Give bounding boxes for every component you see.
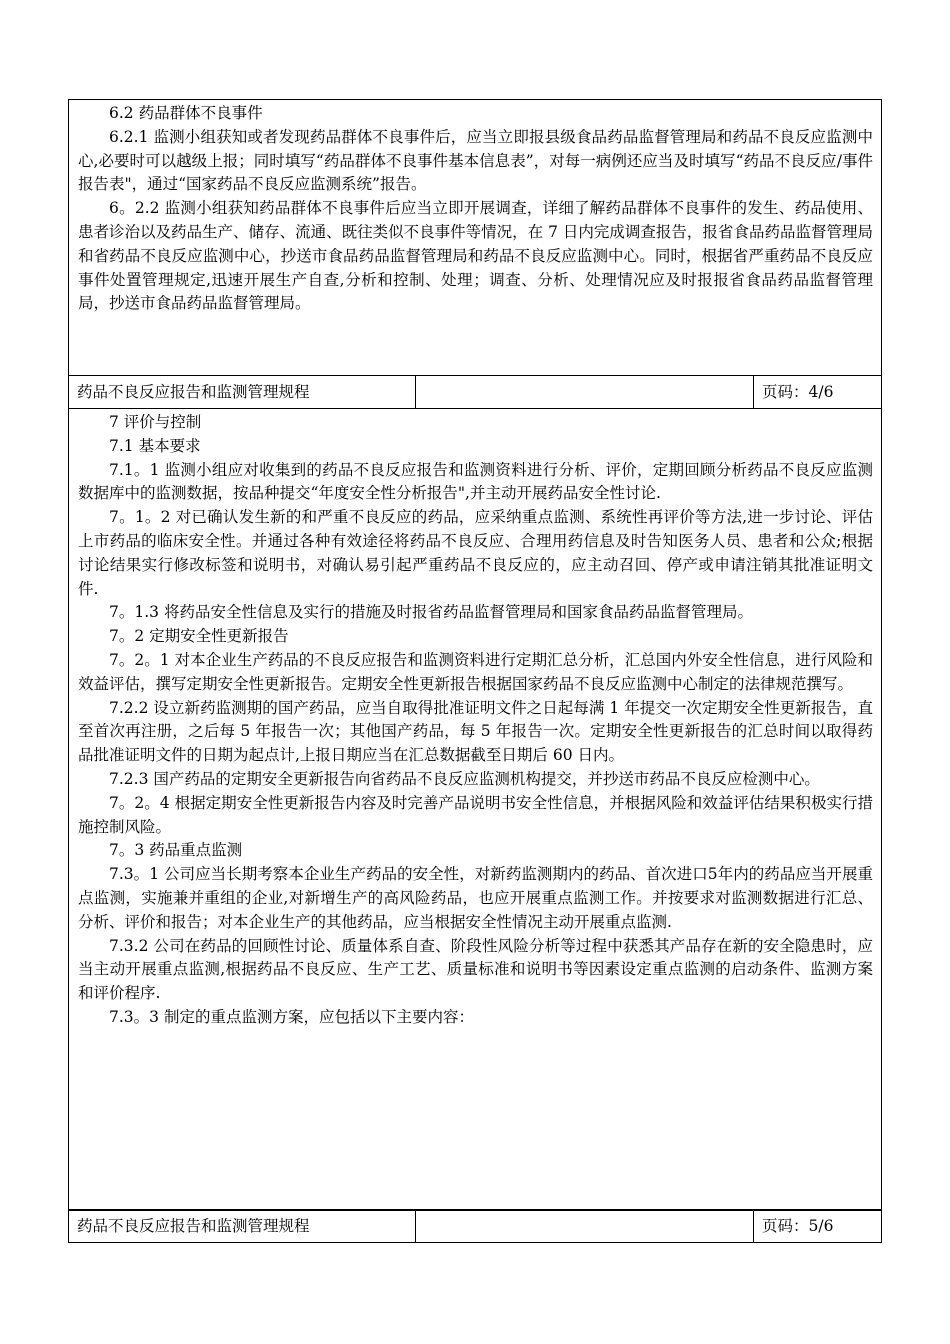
footer-page-number: 页码：5/6 bbox=[762, 1217, 834, 1235]
heading-7: 7 评价与控制 bbox=[109, 413, 202, 431]
paragraph-7-2-4: 7。2。4 根据定期安全性更新报告内容及时完善产品说明书安全性信息，并根据风险和效益评估结果积极实行措施控制风险。 bbox=[78, 793, 873, 836]
footer-page-number: 页码：4/6 bbox=[762, 383, 834, 401]
paragraph-7-2-1: 7。2。1 对本企业生产药品的不良反应报告和监测资料进行定期汇总分析，汇总国内外安全性信息，进行风险和效益评估，撰写定期安全性更新报告。定期安全性更新报告根据国家药品不良反应监测中心制定的法律规范撰写。 bbox=[78, 650, 873, 693]
heading-7-2: 7。2 定期安全性更新报告 bbox=[109, 627, 289, 646]
paragraph-7-1-1: 7.1。1 监测小组应对收集到的药品不良反应报告和监测资料进行分析、评价，定期回顾分析药品不良反应监测数据库中的监测数据，按品种提交“年度安全性分析报告",并主动开展药品安全性讨论. bbox=[78, 460, 873, 503]
footer-blank-cell bbox=[416, 1210, 754, 1242]
section-text-7 bbox=[78, 411, 873, 1030]
paragraph-7-3-1: 7.3。1 公司应当长期考察本企业生产药品的安全性，对新药监测期内的药品、首次进口5年内的药品应当开展重点监测，实施兼并重组的企业,对新增生产的高风险药品，也应开展重点监测工作。并按要求对监测数据进行汇总、分析、评价和报告；对本企业生产的其他药品，应当根据安全性情况主动开展重点监测. bbox=[78, 865, 873, 931]
heading-7-1: 7.1 基本要求 bbox=[109, 436, 201, 455]
paragraph-6-2-1: 6.2.1 监测小组获知或者发现药品群体不良事件后，应当立即报县级食品药品监督管理局和药品不良反应监测中心,必要时可以越级上报；同时填写“药品群体不良事件基本信息表”，对每一病例还应当及时填写“药品不良反应/事件报告表"，通过“国家药品不良反应监测系统”报告。 bbox=[78, 127, 873, 194]
paragraph-7-3-2: 7.3.2 公司在药品的回顾性讨论、质量体系自查、阶段性风险分析等过程中获悉其产品存在新的安全隐患时，应当主动开展重点监测,根据药品不良反应、生产工艺、质量标准和说明书等因素设定重点监测的启动条件、监测方案和评价程序. bbox=[78, 936, 873, 1003]
page-footer-4 bbox=[68, 375, 882, 409]
paragraph-6-2-2: 6。2.2 监测小组获知药品群体不良事件后应当立即开展调查，详细了解药品群体不良事件的发生、药品使用、患者诊治以及药品生产、储存、流通、既往类似不良事件等情况，在 7 日内完成调查报告，报省食品药品监督管理局和省药品不良反应监测中心，抄送市食品药品监督管理局和药品不良反应监测中心。同时，根据省严重药品不良反应事件处置管理规定,迅速开展生产自查,分析和控制、处理；调查、分析、处理情况应及时报报省食品药品监督管理局，抄送市食品药品监督管理局。 bbox=[78, 199, 873, 313]
heading-6-2: 6.2 药品群体不良事件 bbox=[109, 104, 263, 122]
paragraph-7-2-3: 7.2.3 国产药品的定期安全更新报告向省药品不良反应监测机构提交，并抄送市药品不良反应检测中心。 bbox=[109, 769, 820, 788]
paragraph-7-3-3: 7.3。3 制定的重点监测方案，应包括以下主要内容： bbox=[109, 1007, 474, 1026]
footer-blank-cell bbox=[416, 376, 754, 408]
heading-7-3: 7。3 药品重点监测 bbox=[109, 841, 243, 860]
footer-doc-title: 药品不良反应报告和监测管理规程 bbox=[69, 376, 416, 408]
page-footer-5 bbox=[68, 1209, 882, 1243]
footer-doc-title: 药品不良反应报告和监测管理规程 bbox=[69, 1210, 416, 1242]
paragraph-7-2-2: 7.2.2 设立新药监测期的国产药品，应当自取得批准证明文件之日起每满 1 年提交一次定期安全性更新报告，直至首次再注册，之后每 5 年报告一次；其他国产药品，每 5 年报告一次。定期安全性更新报告的汇总时间以取得药品批准证明文件的日期为起点计,上报日期应当在汇总数据截至日期后 60 日内。 bbox=[78, 698, 873, 765]
paragraph-7-1-3: 7。1.3 将药品安全性信息及实行的措施及时报省药品监督管理局和国家食品药品监督管理局。 bbox=[109, 603, 753, 622]
section-text-6-2 bbox=[78, 102, 873, 316]
paragraph-7-1-2: 7。1。2 对已确认发生新的和严重不良反应的药品，应采纳重点监测、系统性再评价等方法,进一步讨论、评估上市药品的临床安全性。并通过各种有效途径将药品不良反应、合理用药信息及时告知医务人员、患者和公众;根据讨论结果实行修改标签和说明书，对确认易引起严重药品不良反应的，应主动召回、停产或申请注销其批准证明文件. bbox=[78, 508, 873, 598]
